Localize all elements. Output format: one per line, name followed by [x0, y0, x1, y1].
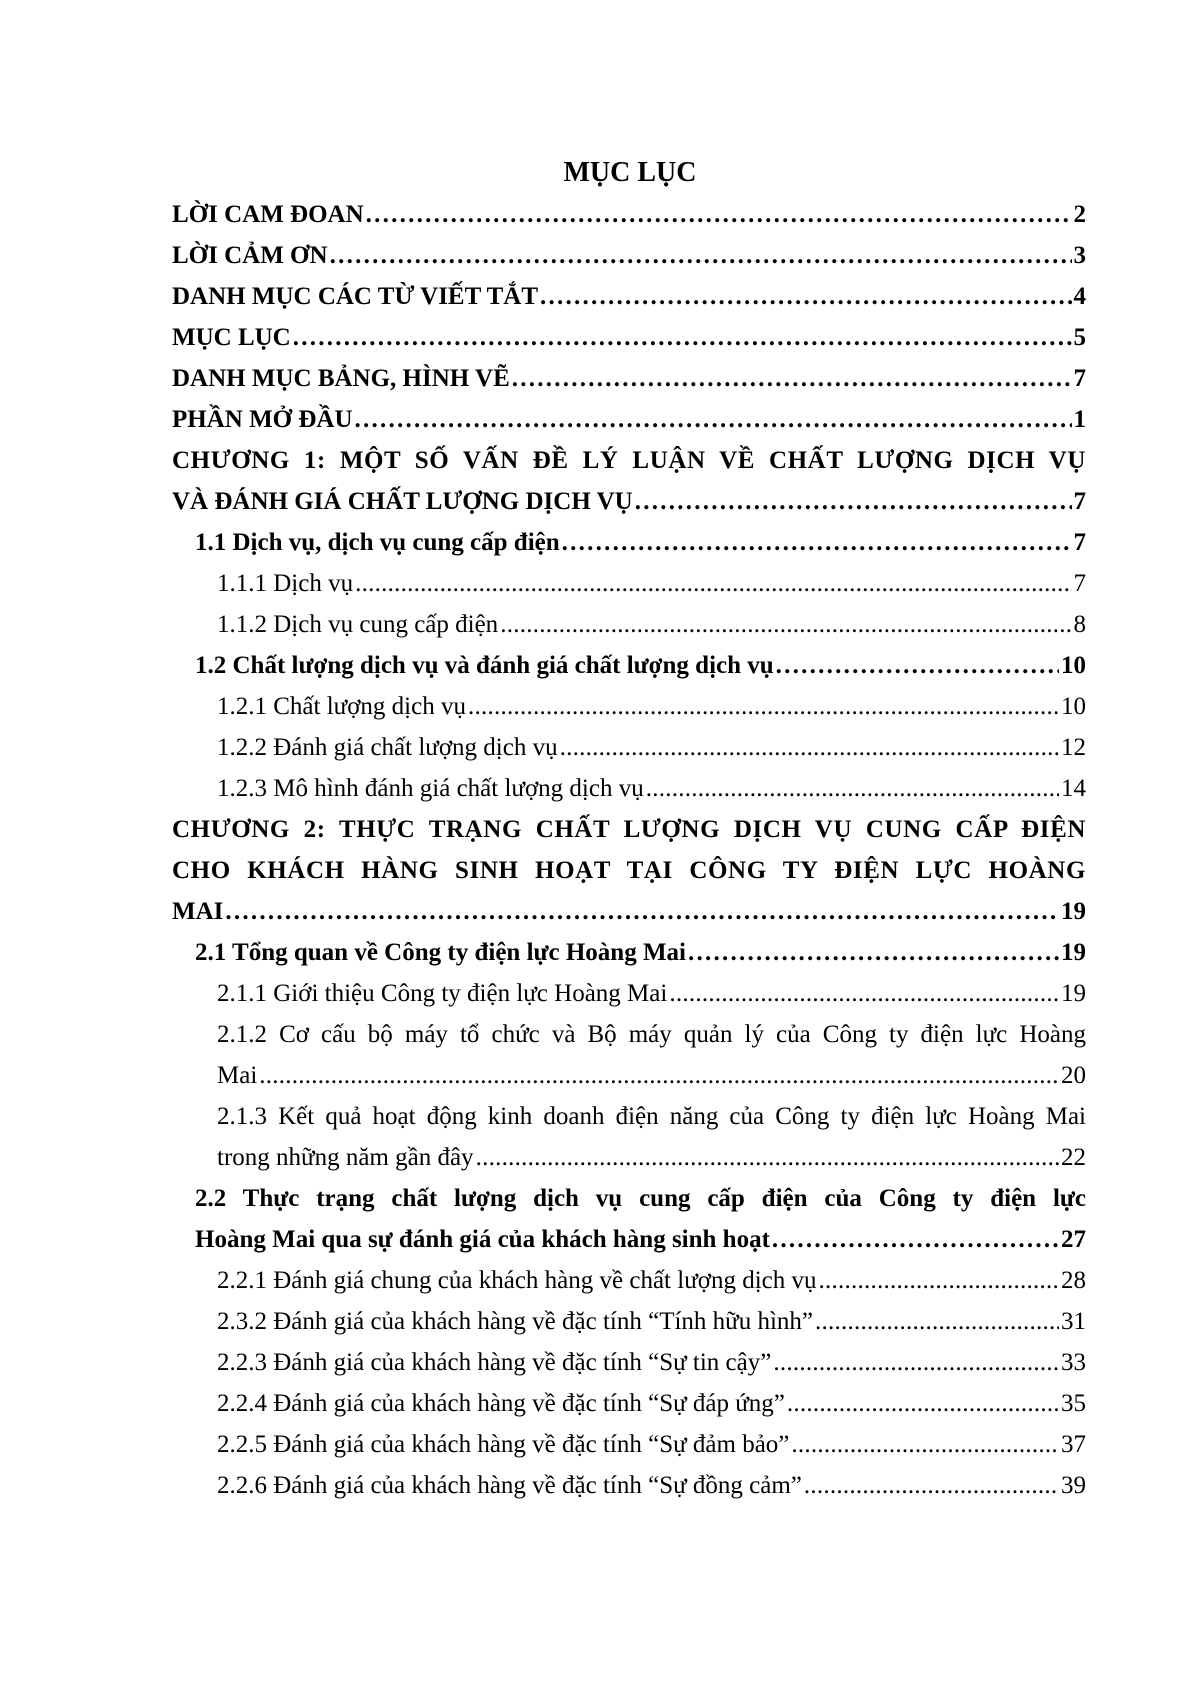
toc-entry-label: DANH MỤC BẢNG, HÌNH VẼ — [172, 365, 510, 392]
toc-entry-label: trong những năm gần đây — [217, 1144, 474, 1171]
toc-entry-label: 1.2.1 Chất lượng dịch vụ — [217, 693, 466, 720]
toc-page-number: 7 — [1073, 570, 1086, 597]
dot-leader — [366, 194, 1072, 235]
toc-entry-2-2-3[interactable] — [172, 1342, 1086, 1383]
toc-entry-2-2-4[interactable] — [172, 1383, 1086, 1424]
toc-entry-phan-mo-dau[interactable] — [172, 399, 1086, 440]
toc-page-number: 19 — [1061, 980, 1086, 1007]
toc-page-number: 39 — [1061, 1472, 1086, 1499]
dot-leader — [355, 563, 1071, 604]
toc-page-number: 19 — [1061, 898, 1086, 925]
toc-entry-label: 1.1.1 Dịch vụ — [217, 570, 354, 597]
dot-leader — [355, 399, 1072, 440]
toc-page-number: 7 — [1073, 365, 1086, 392]
toc-entry-last-line — [172, 891, 1086, 932]
toc-page-number: 14 — [1061, 775, 1086, 802]
toc-page-number: 33 — [1061, 1349, 1086, 1376]
table-of-contents — [172, 194, 1086, 1506]
toc-entry-label: MỤC LỤC — [172, 324, 291, 351]
dot-leader — [259, 1055, 1059, 1096]
toc-entry-danh-muc-tu-viet-tat[interactable] — [172, 276, 1086, 317]
toc-entry-wrapped-line: CHƯƠNG 2: THỰC TRẠNG CHẤT LƯỢNG DỊCH VỤ CUNG CẤP ĐIỆN — [172, 816, 1086, 843]
dot-leader — [669, 973, 1059, 1014]
toc-page-number: 37 — [1061, 1431, 1086, 1458]
toc-entry-1-2-2[interactable] — [172, 727, 1086, 768]
toc-entry-loi-cam-doan[interactable] — [172, 194, 1086, 235]
toc-entry-chuong-2[interactable] — [172, 809, 1086, 932]
toc-page-number: 12 — [1061, 734, 1086, 761]
toc-entry-2-1-2[interactable] — [172, 1014, 1086, 1096]
toc-page-number: 5 — [1073, 324, 1086, 351]
toc-entry-label: 2.2.5 Đánh giá của khách hàng về đặc tính “Sự đảm bảo” — [217, 1431, 790, 1458]
toc-entry-1-1-2[interactable] — [172, 604, 1086, 645]
toc-entry-2-2-5[interactable] — [172, 1424, 1086, 1465]
toc-page-number: 27 — [1061, 1226, 1086, 1253]
toc-entry-danh-muc-bang-hinh-ve[interactable] — [172, 358, 1086, 399]
toc-entry-last-line — [172, 1055, 1086, 1096]
toc-page-number: 31 — [1061, 1308, 1086, 1335]
toc-entry-wrapped-line: CHO KHÁCH HÀNG SINH HOẠT TẠI CÔNG TY ĐIỆN LỰC HOÀNG — [172, 857, 1086, 884]
toc-entry-label: PHẦN MỞ ĐẦU — [172, 406, 353, 433]
dot-leader — [512, 358, 1072, 399]
toc-entry-1-2[interactable] — [172, 645, 1086, 686]
toc-entry-1-2-1[interactable] — [172, 686, 1086, 727]
toc-entry-1-1[interactable] — [172, 522, 1086, 563]
toc-entry-label: LỜI CAM ĐOAN — [172, 201, 364, 228]
toc-entry-label: MAI — [172, 898, 224, 925]
toc-entry-label: 1.1.2 Dịch vụ cung cấp điện — [217, 611, 499, 638]
toc-page-number: 7 — [1073, 488, 1086, 515]
dot-leader — [819, 1260, 1059, 1301]
toc-page-number: 20 — [1061, 1062, 1086, 1089]
toc-entry-label: VÀ ĐÁNH GIÁ CHẤT LƯỢNG DỊCH VỤ — [172, 488, 633, 515]
toc-entry-label: 1.2 Chất lượng dịch vụ và đánh giá chất lượng dịch vụ — [195, 652, 774, 679]
toc-entry-label: 2.1.1 Giới thiệu Công ty điện lực Hoàng Mai — [217, 980, 668, 1007]
toc-page-number: 2 — [1073, 201, 1086, 228]
toc-entry-last-line — [172, 481, 1086, 522]
dot-leader — [293, 317, 1072, 358]
toc-entry-wrapped-line: 2.1.2 Cơ cấu bộ máy tổ chức và Bộ máy quản lý của Công ty điện lực Hoàng — [217, 1021, 1086, 1048]
dot-leader — [560, 727, 1059, 768]
toc-entry-wrapped-line: CHƯƠNG 1: MỘT SỐ VẤN ĐỀ LÝ LUẬN VỀ CHẤT LƯỢNG DỊCH VỤ — [172, 447, 1086, 474]
dot-leader — [646, 768, 1059, 809]
dot-leader — [635, 481, 1072, 522]
dot-leader — [688, 932, 1059, 973]
toc-entry-label: 2.2.3 Đánh giá của khách hàng về đặc tính “Sự tin cậy” — [217, 1349, 772, 1376]
toc-page-number: 19 — [1061, 939, 1086, 966]
dot-leader — [787, 1383, 1059, 1424]
dot-leader — [791, 1424, 1059, 1465]
toc-page-number: 22 — [1061, 1144, 1086, 1171]
toc-entry-2-2[interactable] — [172, 1178, 1086, 1260]
toc-entry-label: 2.3.2 Đánh giá của khách hàng về đặc tính “Tính hữu hình” — [217, 1308, 814, 1335]
toc-entry-label: 1.2.2 Đánh giá chất lượng dịch vụ — [217, 734, 558, 761]
dot-leader — [773, 1342, 1059, 1383]
toc-entry-2-2-1[interactable] — [172, 1260, 1086, 1301]
toc-page-number: 10 — [1061, 652, 1086, 679]
toc-entry-chuong-1[interactable] — [172, 440, 1086, 522]
toc-entry-label: Hoàng Mai qua sự đánh giá của khách hàng sinh hoạt — [195, 1226, 770, 1253]
toc-entry-label: LỜI CẢM ƠN — [172, 242, 328, 269]
dot-leader — [476, 1137, 1059, 1178]
toc-entry-2-1[interactable] — [172, 932, 1086, 973]
toc-page-number: 28 — [1061, 1267, 1086, 1294]
dot-leader — [772, 1219, 1059, 1260]
toc-entry-2-2-6[interactable] — [172, 1465, 1086, 1506]
toc-entry-label: 2.2.1 Đánh giá chung của khách hàng về chất lượng dịch vụ — [217, 1267, 817, 1294]
toc-entry-label: 1.1 Dịch vụ, dịch vụ cung cấp điện — [195, 529, 560, 556]
toc-entry-last-line — [172, 1219, 1086, 1260]
toc-entry-2-1-1[interactable] — [172, 973, 1086, 1014]
toc-entry-label: 2.2.4 Đánh giá của khách hàng về đặc tính “Sự đáp ứng” — [217, 1390, 785, 1417]
toc-page-number: 35 — [1061, 1390, 1086, 1417]
toc-page-number: 8 — [1073, 611, 1086, 638]
toc-page-number: 3 — [1073, 242, 1086, 269]
dot-leader — [804, 1465, 1059, 1506]
dot-leader — [225, 891, 1059, 932]
dot-leader — [815, 1301, 1059, 1342]
toc-entry-label: 2.2.6 Đánh giá của khách hàng về đặc tính “Sự đồng cảm” — [217, 1472, 802, 1499]
toc-entry-1-2-3[interactable] — [172, 768, 1086, 809]
dot-leader — [330, 235, 1072, 276]
toc-entry-wrapped-line: 2.1.3 Kết quả hoạt động kinh doanh điện năng của Công ty điện lực Hoàng Mai — [217, 1103, 1086, 1130]
toc-entry-label: DANH MỤC CÁC TỪ VIẾT TẮT — [172, 283, 539, 310]
toc-entry-last-line — [172, 1137, 1086, 1178]
toc-entry-muc-luc[interactable] — [172, 317, 1086, 358]
toc-page-number: 4 — [1073, 283, 1086, 310]
page-title: MỤC LỤC — [563, 157, 697, 188]
toc-page-number: 7 — [1073, 529, 1086, 556]
toc-page-number: 1 — [1073, 406, 1086, 433]
dot-leader — [540, 276, 1071, 317]
toc-entry-wrapped-line: 2.2 Thực trạng chất lượng dịch vụ cung cấp điện của Công ty điện lực — [195, 1185, 1086, 1212]
dot-leader — [776, 645, 1059, 686]
toc-entry-label: 1.2.3 Mô hình đánh giá chất lượng dịch vụ — [217, 775, 644, 802]
toc-entry-1-1-1[interactable] — [172, 563, 1086, 604]
toc-entry-loi-cam-on[interactable] — [172, 235, 1086, 276]
dot-leader — [500, 604, 1071, 645]
toc-entry-2-3-2[interactable] — [172, 1301, 1086, 1342]
toc-entry-2-1-3[interactable] — [172, 1096, 1086, 1178]
dot-leader — [468, 686, 1059, 727]
dot-leader — [562, 522, 1072, 563]
toc-entry-label: 2.1 Tổng quan về Công ty điện lực Hoàng Mai — [195, 939, 687, 966]
toc-page-number: 10 — [1061, 693, 1086, 720]
toc-entry-label: Mai — [217, 1062, 258, 1089]
